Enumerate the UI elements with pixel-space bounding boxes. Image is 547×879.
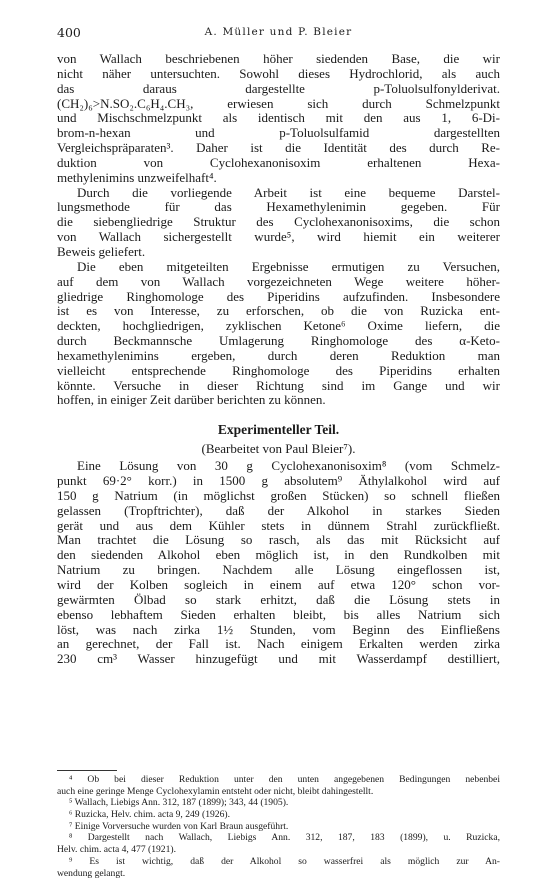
footnote-line: ⁹ Es ist wichtig, daß der Alkohol so wasserfrei als möglich zur An- (57, 856, 500, 868)
text-line: Natrium zu bringen. Nachdem alle Lösung eingeflossen ist, (57, 563, 500, 578)
footnote-line: ⁸ Dargestellt nach Wallach, Liebigs Ann. 312, 187, 183 (1899), u. Ruzicka, (57, 832, 500, 844)
text-line: den siedenden Alkohol eben möglich ist, in den Rundkolben mit (57, 548, 500, 563)
text-line: 230 cm³ Wasser hinzugefügt und mit Wasserdampf destilliert, (57, 652, 500, 667)
text-line: 150 g Natrium (in möglichst großen Stücken) so schnell fließen (57, 489, 500, 504)
footnote-line: ⁴ Ob bei dieser Reduktion unter den unten angegebenen Bedingungen nebenbei (57, 774, 500, 786)
paragraph (57, 52, 500, 186)
text-line: von Wallach beschriebenen höher siedenden Base, die wir (57, 52, 500, 67)
text-line: methylenimins unzweifelhaft⁴. (57, 171, 500, 186)
text-line: deckten, hochgliedrigen, zyklischen Ketone⁶ Oxime liefern, die (57, 319, 500, 334)
running-title: A. Müller und P. Bleier (57, 26, 500, 38)
section-heading: Experimenteller Teil. (57, 420, 500, 439)
text-line: punkt 69·2° korr.) in 1500 g absolutem⁹ Äthylalkohol wird auf (57, 474, 500, 489)
text-line: hexamethylenimins ergeben, durch deren Reduktion man (57, 349, 500, 364)
text-line: von Wallach sichergestellt wurde⁵, wird hiemit ein weiterer (57, 230, 500, 245)
text-line: brom-n-hexan und p-Toluolsulfamid dargestellten (57, 126, 500, 141)
page-header (57, 25, 500, 41)
text-line: und Mischschmelzpunkt als identisch mit den aus 1, 6-Di- (57, 111, 500, 126)
text-line: (CH₂)₆>N.SO₂.C₆H₄.CH₃, erwiesen sich durch Schmelzpunkt (57, 97, 500, 112)
footnote-line: Helv. chim. acta 4, 477 (1921). (57, 844, 500, 856)
body-text (57, 52, 500, 667)
text-line: Vergleichspräparaten³. Daher ist die Identität des durch Re- (57, 141, 500, 156)
text-line: ist es von Interesse, zu erforschen, ob die von Ruzicka ent- (57, 304, 500, 319)
footnote (57, 821, 500, 833)
text-line: vielleicht entsprechende Ringhomologe des Piperidins erhalten (57, 364, 500, 379)
footnotes (57, 774, 500, 879)
paragraph (57, 459, 500, 667)
text-line: Man trachtet die Lösung so rasch, als das mit Rücksicht auf (57, 533, 500, 548)
text-line: lungsmethode für das Hexamethylenimin gegeben. Für (57, 200, 500, 215)
text-line: die siebengliedrige Struktur des Cyclohexanonisoxims, die schon (57, 215, 500, 230)
footnote (57, 809, 500, 821)
footnote-line: ⁵ Wallach, Liebigs Ann. 312, 187 (1899); 343, 44 (1905). (57, 797, 500, 809)
text-line: an gerechnet, der Fall ist. Nach einigem Erkalten werden zirka (57, 637, 500, 652)
footnote (57, 797, 500, 809)
text-line: wird der Kolben sogleich in einem auf etwa 120° schon vor- (57, 578, 500, 593)
text-line: Durch die vorliegende Arbeit ist eine bequeme Darstel- (57, 186, 500, 201)
paragraph (57, 260, 500, 408)
footnote-line: auch eine geringe Menge Cyclohexylamin entsteht oder nicht, bleibt dahingestellt. (57, 786, 500, 798)
text-line: Beweis geliefert. (57, 245, 500, 260)
section-subheading: (Bearbeitet von Paul Bleier⁷). (57, 439, 500, 459)
text-line: gewärmten Ölbad so stark erhitzt, daß die Lösung stets in (57, 593, 500, 608)
footnote (57, 774, 500, 797)
text-line: gliedrige Ringhomologe des Piperidins aufzufinden. Insbesondere (57, 290, 500, 305)
text-line: hoffen, in einiger Zeit darüber berichten zu können. (57, 393, 500, 408)
footnote (57, 856, 500, 879)
footnote-divider (57, 770, 117, 771)
text-line: nicht näher untersuchten. Sowohl dieses Hydrochlorid, als auch (57, 67, 500, 82)
text-line: das daraus dargestellte p-Toluolsulfonylderivat. (57, 82, 500, 97)
text-line: löst, was nach zirka 1½ Stunden, vom Beginn des Einfließens (57, 623, 500, 638)
paragraph (57, 186, 500, 260)
footnote (57, 832, 500, 855)
text-line: Eine Lösung von 30 g Cyclohexanonisoxim⁸ (vom Schmelz- (57, 459, 500, 474)
footnote-line: ⁷ Einige Vorversuche wurden von Karl Braun ausgeführt. (57, 821, 500, 833)
text-line: gerät und aus dem Kühler stets in dünnem Strahl zurückfließt. (57, 519, 500, 534)
text-line: könnte. Versuche in dieser Richtung sind im Gange und wir (57, 379, 500, 394)
text-line: Die eben mitgeteilten Ergebnisse ermutigen zu Versuchen, (57, 260, 500, 275)
text-line: auf dem von Wallach vorgezeichneten Wege weitere höher- (57, 275, 500, 290)
footnote-line: ⁶ Ruzicka, Helv. chim. acta 9, 249 (1926). (57, 809, 500, 821)
text-line: gelassen (Tropftrichter), daß der Alkohol in starkes Sieden (57, 504, 500, 519)
text-line: durch Beckmannsche Umlagerung Ringhomologe des α-Keto- (57, 334, 500, 349)
page-number: 400 (57, 25, 81, 40)
text-line: duktion von Cyclohexanonisoxim erhaltenen Hexa- (57, 156, 500, 171)
footnote-line: wendung gelangt. (57, 868, 500, 879)
text-line: ebenso lebhaftem Sieden erhalten bleibt, bis alles Natrium sich (57, 608, 500, 623)
